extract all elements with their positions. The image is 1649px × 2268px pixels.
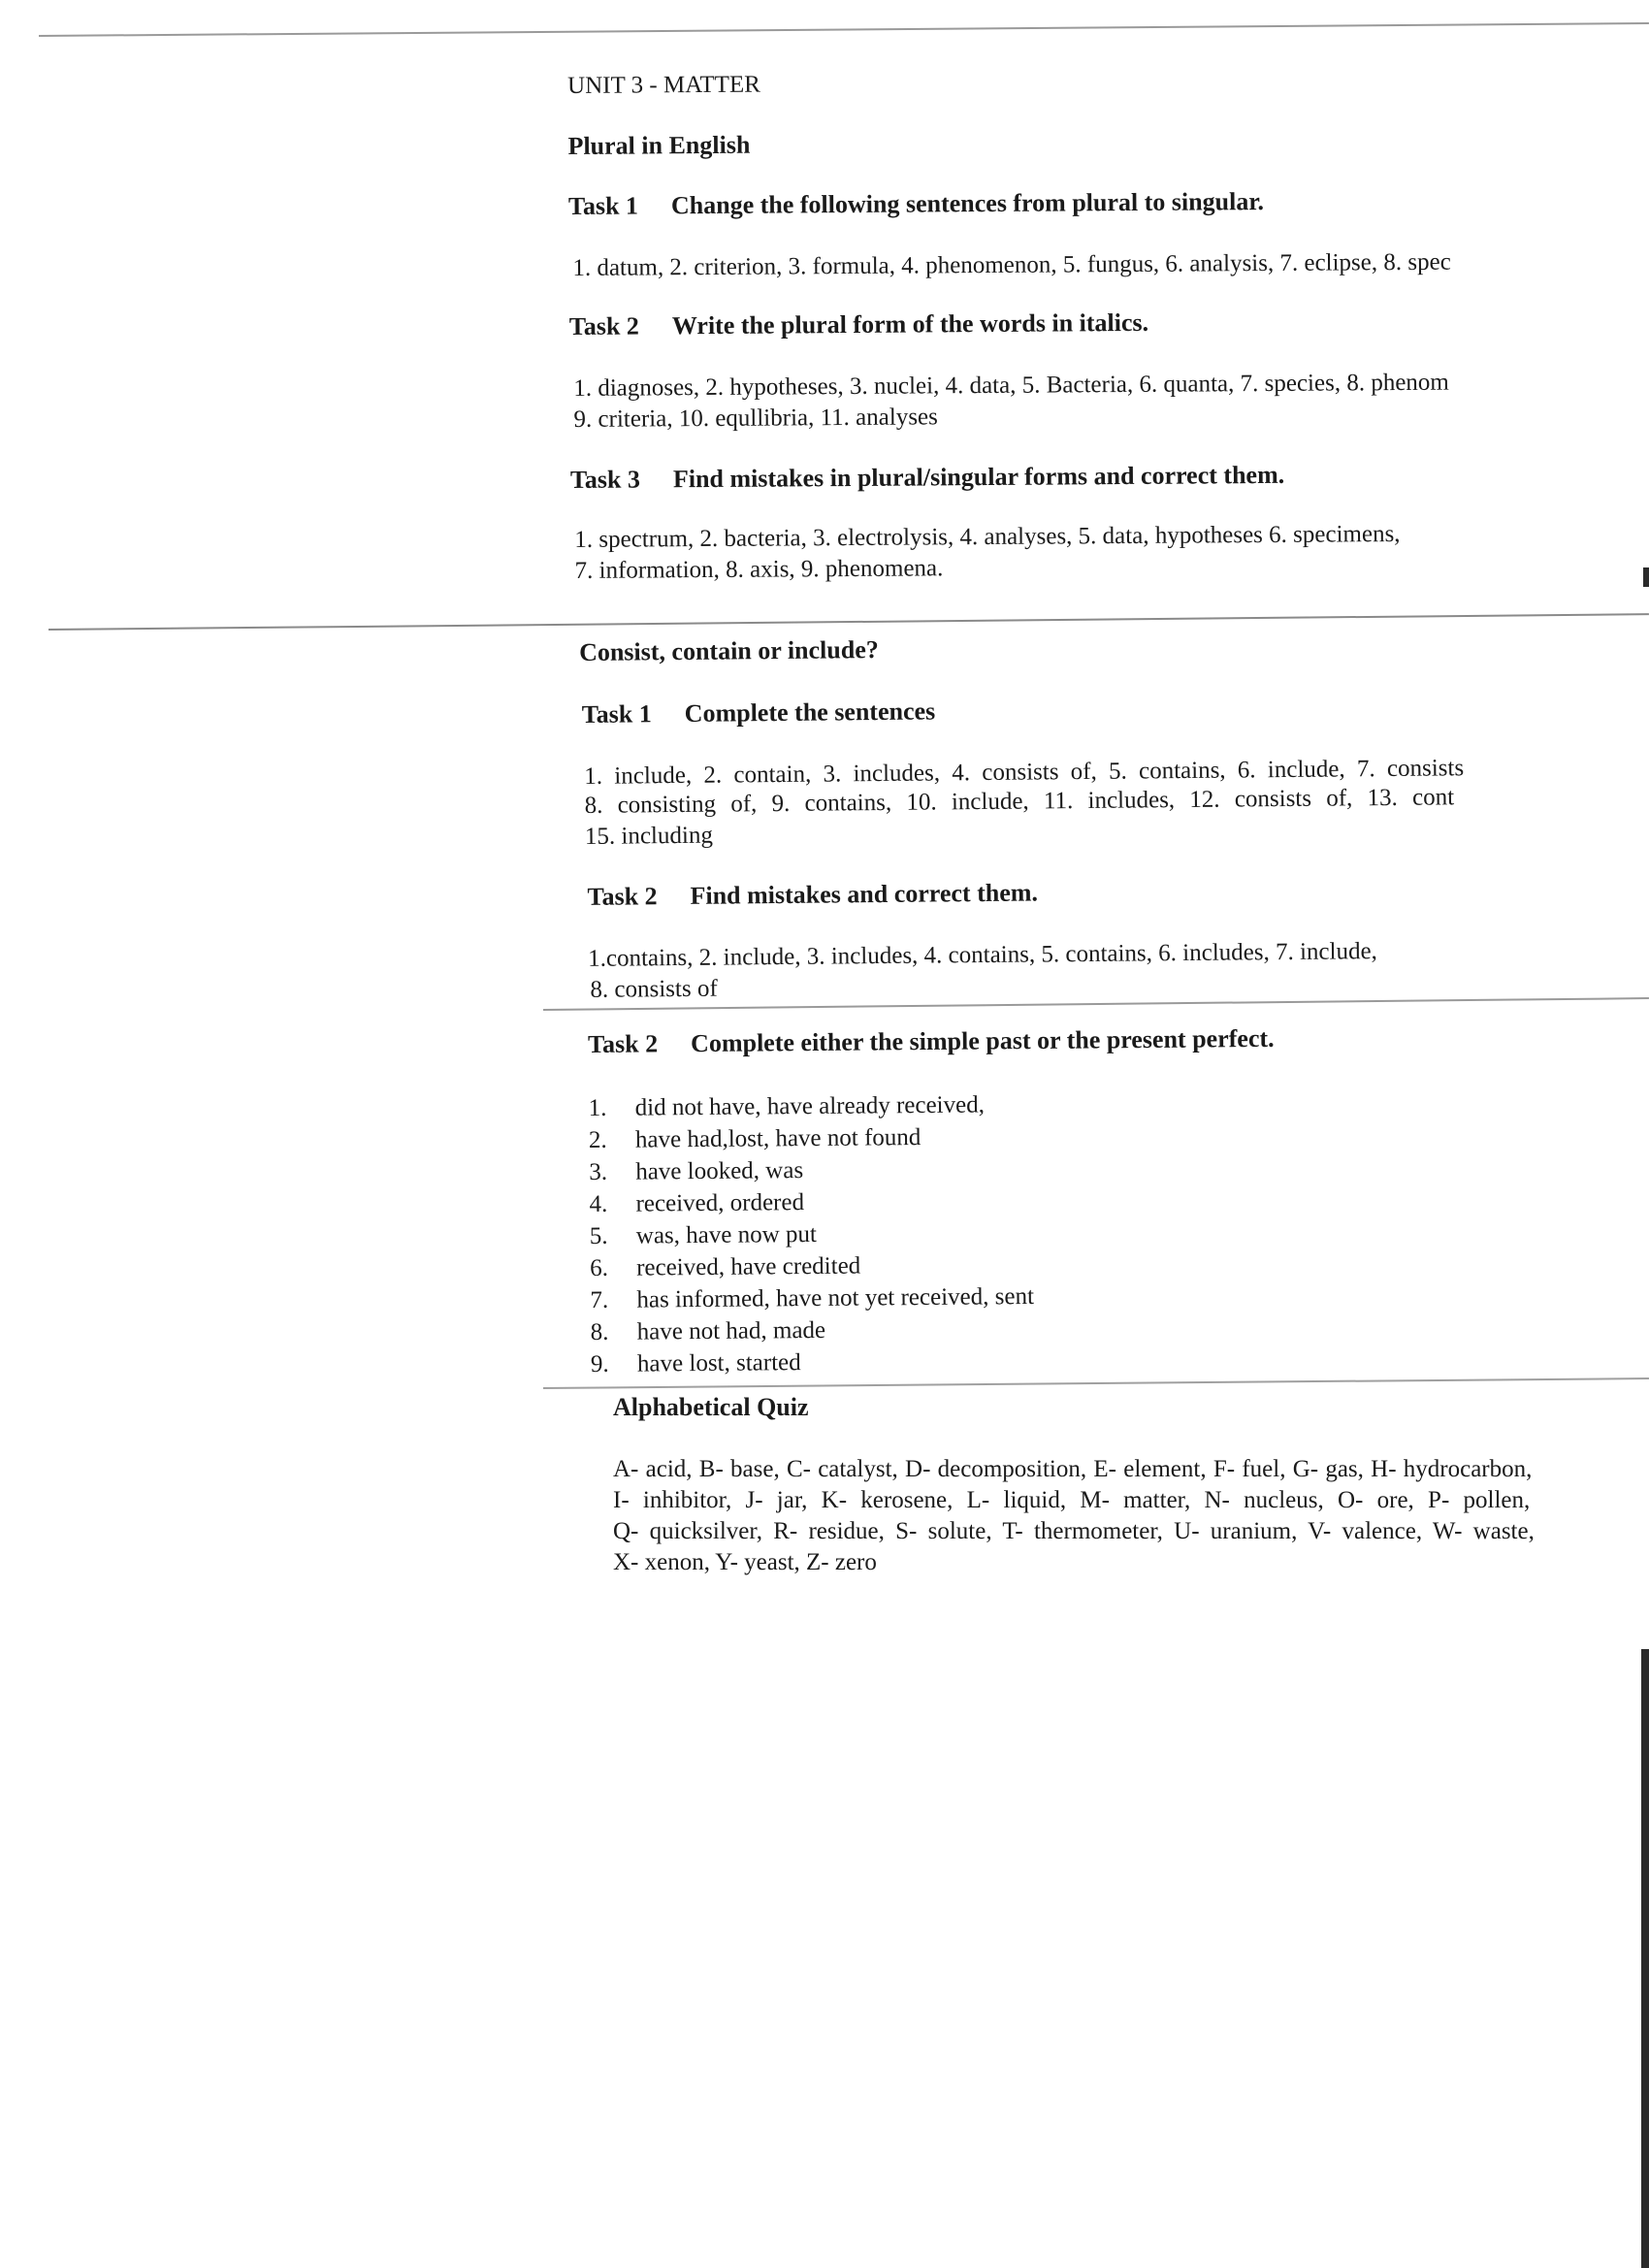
item-number: 7. [590,1286,609,1313]
list-item [590,1284,1034,1312]
list-item [591,1350,801,1377]
item-number: 8. [590,1318,609,1345]
task-title: Complete either the simple past or the present perfect. [690,1023,1275,1058]
task-label: Task 2 [587,882,658,911]
task3-answer-line2: 7. information, 8. axis, 9. phenomena. [574,555,944,584]
item-text: was, have now put [635,1220,818,1249]
task-label: Task 3 [569,465,641,494]
list-item [591,1318,826,1345]
item-number: 3. [589,1158,608,1185]
list-item [589,1158,803,1184]
tense-task-heading [587,1023,1275,1058]
item-text: have had,lost, have not found [634,1124,922,1153]
task-label: Task 2 [568,311,639,340]
section-heading-quiz: Alphabetical Quiz [613,1393,809,1421]
item-number: 9. [590,1350,609,1377]
task3-answer-line1: 1. spectrum, 2. bacteria, 3. electrolysis, 4. analyses, 5. data, hypotheses 6. specimens, [574,521,1401,553]
item-text: have looked, was [635,1157,804,1185]
scan-edge [1641,1649,1649,2268]
consist-task2-answer-line2: 8. consists of [590,975,718,1003]
item-number: 4. [589,1190,608,1217]
list-item [590,1222,817,1248]
task1-heading [567,186,1265,220]
consist-task1-heading [582,698,936,727]
section-heading-plural: Plural in English [567,130,751,160]
cut-line-3 [543,1377,1649,1389]
list-item [590,1254,860,1280]
task-title: Change the following sentences from plural to singular. [670,186,1265,220]
task-title: Find mistakes and correct them. [690,878,1039,910]
item-text: have not had, made [636,1316,826,1345]
item-number: 5. [589,1222,608,1249]
item-text: received, have credited [636,1252,861,1281]
list-item [589,1190,804,1216]
item-text: did not have, have already received, [634,1091,986,1121]
item-number: 2. [588,1126,607,1153]
cut-line-1 [48,613,1649,631]
list-item [589,1092,985,1120]
quiz-line-1: A- acid, B- base, C- catalyst, D- decomposition, E- element, F- fuel, G- gas, H- hydrocarbon, [613,1456,1533,1482]
task1-answer: 1. datum, 2. criterion, 3. formula, 4. phenomenon, 5. fungus, 6. analysis, 7. eclipse, 8. spec [572,248,1451,281]
cut-line-top [39,22,1649,37]
item-text: has informed, have not yet received, sent [636,1282,1035,1313]
quiz-line-2: I- inhibitor, J- jar, K- kerosene, L- liquid, M- matter, N- nucleus, O- ore, P- pollen, [613,1487,1531,1513]
task-title: Complete the sentences [684,697,936,728]
task-label: Task 1 [567,191,639,220]
task3-heading [569,460,1285,494]
item-text: received, ordered [635,1189,805,1217]
task-title: Write the plural form of the words in italics. [671,308,1149,340]
task2-answer-line2: 9. criteria, 10. equllibria, 11. analyses [573,404,938,433]
task2-heading [569,310,1148,340]
section-heading-consist: Consist, contain or include? [578,635,879,666]
item-number: 6. [590,1254,608,1281]
consist-task1-answer-line3: 15. including [584,822,714,850]
consist-task1-answer-line1: 1. include, 2. contain, 3. includes, 4. consists of, 5. contains, 6. include, 7. consists [584,755,1465,790]
list-item [589,1125,922,1152]
quiz-line-4: X- xenon, Y- yeast, Z- zero [613,1549,877,1575]
task-label: Task 1 [581,699,652,729]
quiz-line-3: Q- quicksilver, R- residue, S- solute, T- thermometer, U- uranium, V- valence, W- waste, [613,1518,1535,1544]
consist-task2-answer-line1: 1.contains, 2. include, 3. includes, 4. contains, 5. contains, 6. includes, 7. include, [588,938,1377,972]
consist-task2-heading [587,880,1038,909]
task-label: Task 2 [587,1029,659,1058]
consist-task1-answer-line2: 8. consisting of, 9. contains, 10. include, 11. includes, 12. consists of, 13. cont [584,784,1455,819]
task2-answer-line1: 1. diagnoses, 2. hypotheses, 3. nuclei, 4. data, 5. Bacteria, 6. quanta, 7. species, 8. phenom [573,369,1449,402]
unit-title: UNIT 3 - MATTER [566,71,761,99]
item-number: 1. [588,1094,607,1121]
item-text: have lost, started [636,1349,801,1377]
task-title: Find mistakes in plural/singular forms and correct them. [672,460,1285,494]
scan-edge [1643,567,1649,587]
